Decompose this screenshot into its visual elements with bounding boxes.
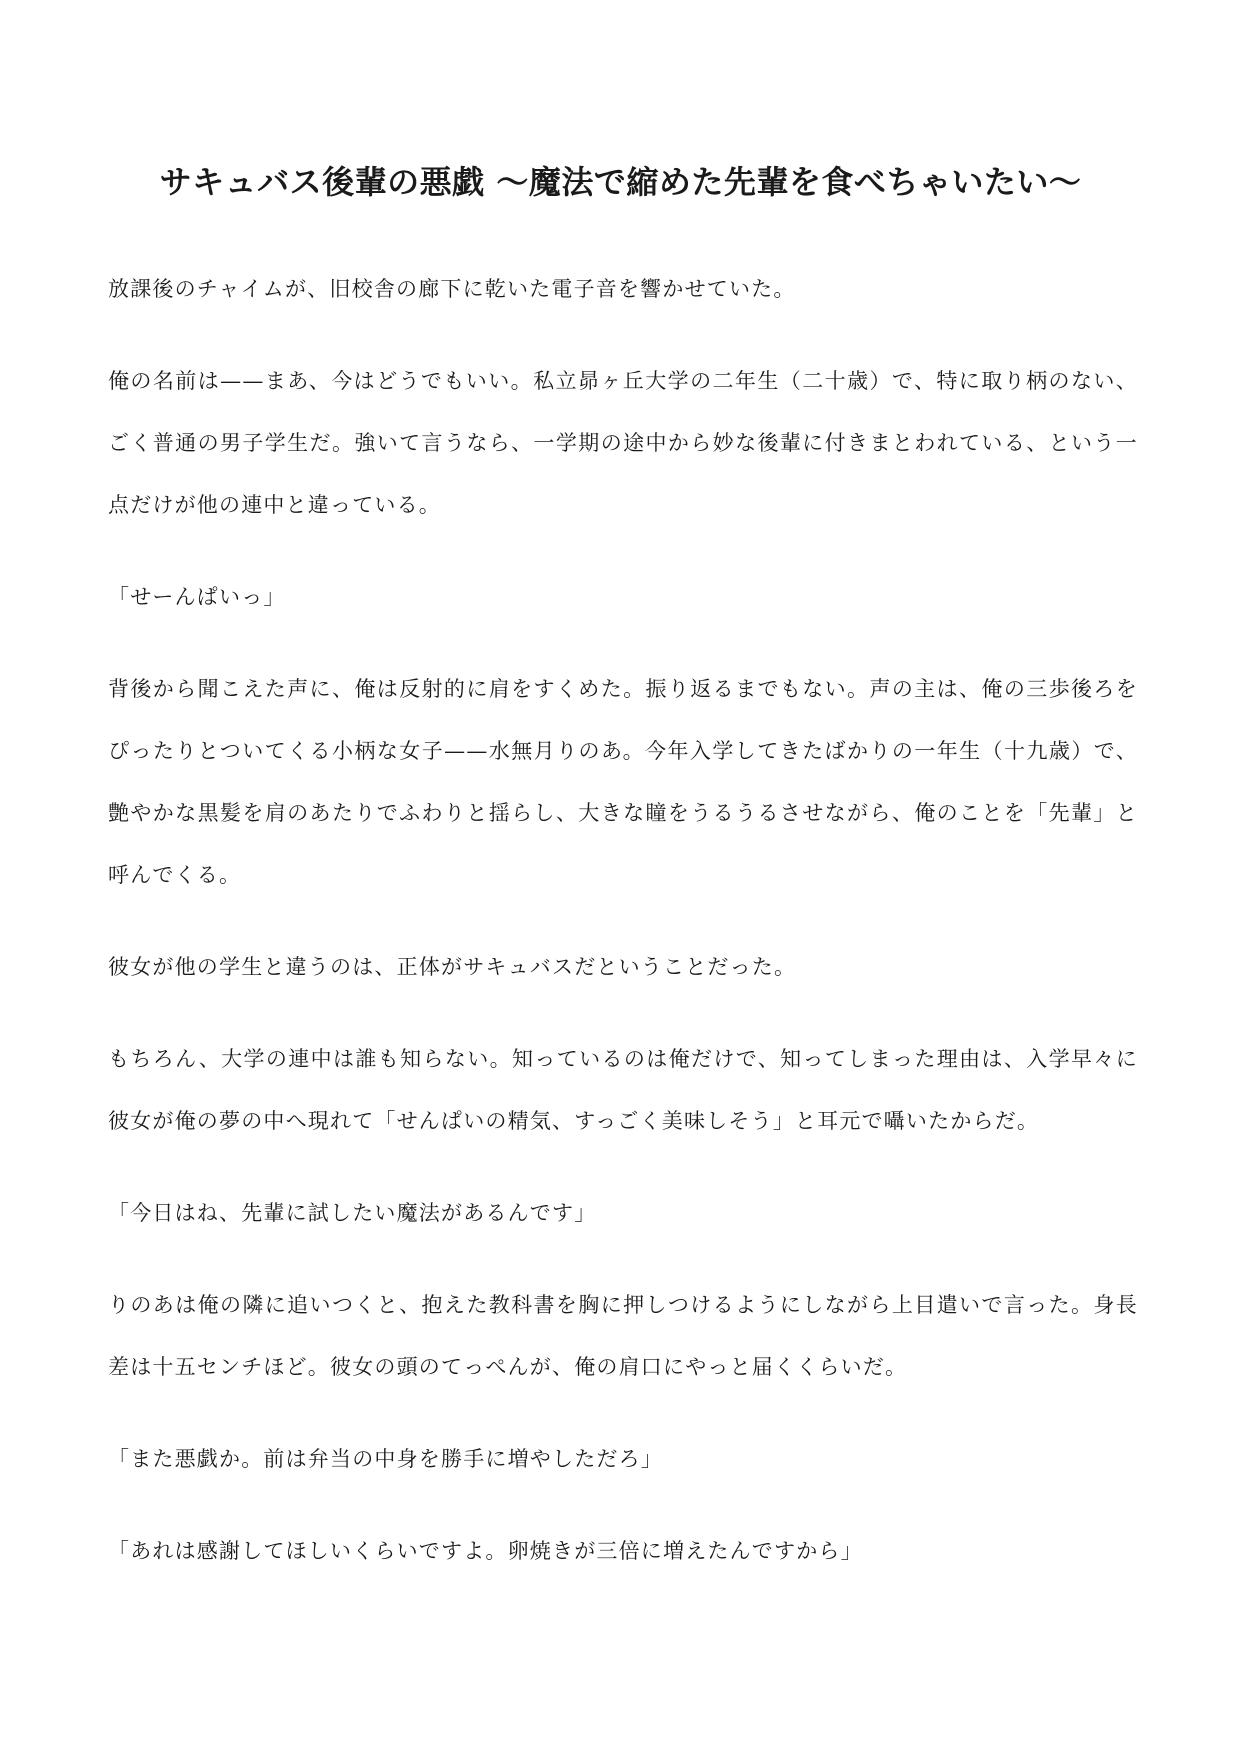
paragraph: りのあは俺の隣に追いつくと、抱えた教科書を胸に押しつけるようにしながら上目遣いで言った。身長差は十五センチほど。彼女の頭のてっぺんが、俺の肩口にやっと届くくらいだ。 (108, 1293, 1138, 1379)
paragraph: 「今日はね、先輩に試したい魔法があるんです」 (108, 1201, 597, 1225)
document-body (108, 258, 1138, 1612)
document-title: サキュバス後輩の悪戯 〜魔法で縮めた先輩を食べちゃいたい〜 (159, 163, 1082, 201)
paragraph: 放課後のチャイムが、旧校舎の廊下に乾いた電子音を響かせていた。 (108, 277, 796, 301)
paragraph: 「せーんぱいっ」 (108, 585, 286, 609)
paragraph: 俺の名前は——まあ、今はどうでもいい。私立昴ヶ丘大学の二年生（二十歳）で、特に取り柄のない、ごく普通の男子学生だ。強いて言うなら、一学期の途中から妙な後輩に付きまとわれている、という一点だけが他の連中と違っている。 (108, 369, 1138, 517)
paragraph: 彼女が他の学生と違うのは、正体がサキュバスだということだった。 (108, 955, 797, 979)
paragraph: 「また悪戯か。前は弁当の中身を勝手に増やしただろ」 (108, 1447, 663, 1471)
paragraph: 背後から聞こえた声に、俺は反射的に肩をすくめた。振り返るまでもない。声の主は、俺の三歩後ろをぴったりとついてくる小柄な女子——水無月りのあ。今年入学してきたばかりの一年生（十九歳）で、艶やかな黒髪を肩のあたりでふわりと揺らし、大きな瞳をうるうるさせながら、俺のことを「先輩」と呼んでくる。 (108, 677, 1138, 887)
paragraph: 「あれは感謝してほしいくらいですよ。卵焼きが三倍に増えたんですから」 (108, 1539, 863, 1563)
paragraph: もちろん、大学の連中は誰も知らない。知っているのは俺だけで、知ってしまった理由は、入学早々に彼女が俺の夢の中へ現れて「せんぱいの精気、すっごく美味しそう」と耳元で囁いたからだ。 (108, 1047, 1138, 1133)
